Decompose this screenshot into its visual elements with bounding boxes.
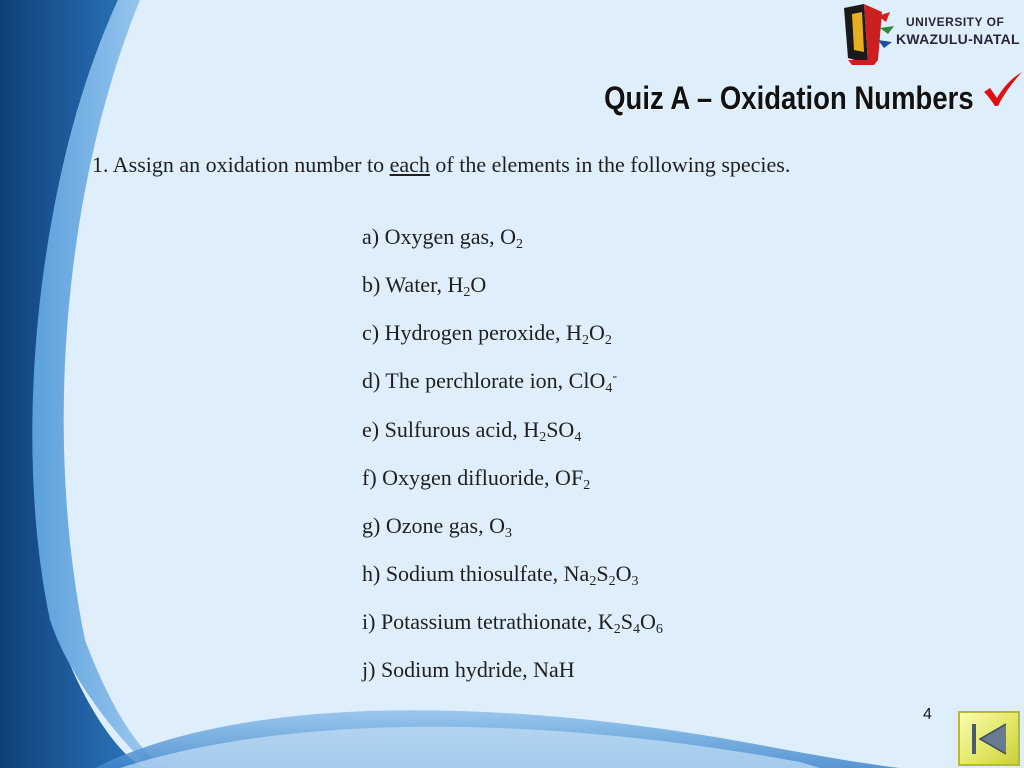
- item-label: a) Oxygen gas, O: [362, 224, 516, 249]
- subscript: 4: [605, 381, 613, 396]
- item-label: g) Ozone gas, O: [362, 513, 505, 538]
- formula-text: S: [620, 609, 633, 634]
- subscript: 4: [574, 430, 582, 445]
- question-prefix: 1. Assign an oxidation number to: [92, 152, 390, 177]
- subscript: 3: [504, 526, 512, 541]
- checkmark-icon: [980, 70, 1024, 110]
- formula-text: O: [639, 609, 656, 634]
- item-label: f) Oxygen difluoride, OF: [362, 465, 584, 490]
- subscript: 2: [589, 574, 597, 589]
- item-label: d) The perchlorate ion, ClO: [362, 368, 606, 393]
- question-suffix: of the elements in the following species.: [429, 152, 791, 177]
- item-label: b) Water, H: [362, 272, 464, 297]
- item-formula-tail: [581, 320, 612, 348]
- subscript: 2: [608, 574, 616, 589]
- item-formula-tail: [605, 368, 618, 396]
- first-slide-button[interactable]: [958, 711, 1020, 766]
- subscript: 3: [631, 574, 639, 589]
- superscript: -: [612, 369, 618, 384]
- subscript: 2: [613, 622, 621, 637]
- list-item: [362, 465, 590, 491]
- question-emphasis: each: [389, 152, 430, 177]
- page-number: 4: [923, 706, 932, 723]
- formula-text: O: [470, 272, 487, 297]
- item-formula-tail: [504, 513, 512, 541]
- subscript: 2: [583, 478, 591, 493]
- item-formula-tail: [539, 417, 582, 445]
- subscript: 6: [655, 622, 663, 637]
- item-label: i) Potassium tetrathionate, K: [362, 609, 614, 634]
- item-label: j) Sodium hydride, NaH: [362, 657, 575, 682]
- item-formula-tail: [583, 465, 591, 493]
- item-formula-tail: [463, 272, 487, 300]
- logo-line-2: KWAZULU-NATAL: [896, 31, 1020, 47]
- university-shield-icon: [838, 2, 898, 66]
- subscript: 2: [604, 333, 612, 348]
- list-item: [362, 320, 612, 346]
- list-item: [362, 609, 663, 635]
- item-label: e) Sulfurous acid, H: [362, 417, 540, 442]
- list-item: [362, 368, 617, 394]
- list-item: [362, 561, 638, 587]
- formula-text: O: [615, 561, 632, 586]
- list-item: [362, 224, 523, 250]
- item-formula-tail: [613, 609, 663, 637]
- slide-title: Quiz A – Oxidation Numbers: [604, 80, 974, 116]
- question-text: [92, 152, 790, 178]
- subscript: 2: [539, 430, 547, 445]
- item-formula-tail: [515, 224, 523, 252]
- subscript: 2: [463, 285, 471, 300]
- logo-line-1: UNIVERSITY OF: [906, 15, 1005, 29]
- item-label: h) Sodium thiosulfate, Na: [362, 561, 590, 586]
- subscript: 2: [515, 237, 523, 252]
- list-item: [362, 513, 512, 539]
- subscript: 4: [632, 622, 640, 637]
- formula-text: S: [596, 561, 609, 586]
- subscript: 2: [581, 333, 589, 348]
- list-item: [362, 272, 486, 298]
- university-logo: [838, 2, 1024, 66]
- list-item: [362, 417, 581, 443]
- formula-text: O: [588, 320, 605, 345]
- formula-text: SO: [546, 417, 575, 442]
- item-formula-tail: [589, 561, 639, 589]
- list-item: [362, 657, 575, 683]
- item-label: c) Hydrogen peroxide, H: [362, 320, 582, 345]
- first-slide-icon: [968, 721, 1010, 757]
